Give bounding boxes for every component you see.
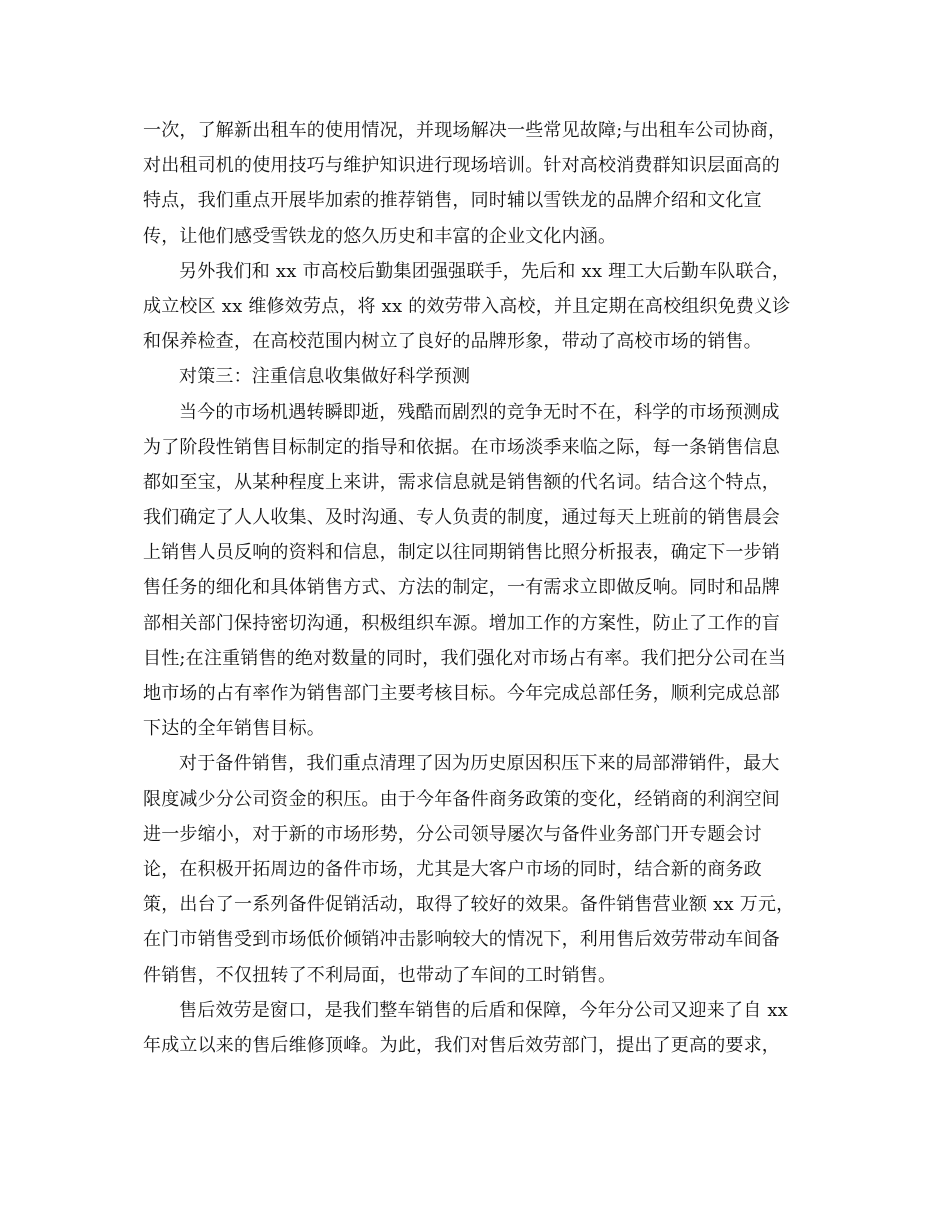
text-line: 一次，了解新出租车的使用情况，并现场解决一些常见故障;与出租车公司协商， — [143, 120, 787, 141]
text-line: 策，出台了一系列备件促销活动，取得了较好的效果。备件销售营业额 xx 万元， — [143, 894, 795, 916]
document-body — [143, 113, 808, 1063]
text-line: 上销售人员反响的资料和信息，制定以往同期销售比照分析报表，确定下一步销 — [143, 542, 780, 564]
text-line: 限度减少分公司资金的积压。由于今年备件商务政策的变化，经销商的利润空间 — [143, 788, 780, 810]
text-line: 进一步缩小，对于新的市场形势，分公司领导屡次与备件业务部门开专题会讨 — [143, 823, 762, 845]
paragraph-first-line: 另外我们和 xx 市高校后勤集团强强联手，先后和 xx 理工大后勤车队联合， — [179, 260, 791, 282]
text-line: 售任务的细化和具体销售方式、方法的制定，一有需求立即做反响。同时和品牌 — [143, 577, 780, 599]
paragraph-first-line: 对于备件销售，我们重点清理了因为历史原因积压下来的局部滞销件，最大 — [179, 753, 780, 775]
text-line: 部相关部门保持密切沟通，积极组织车源。增加工作的方案性，防止了工作的盲 — [143, 612, 780, 634]
text-line: 和保养检查，在高校范围内树立了良好的品牌形象，带动了高校市场的销售。 — [143, 331, 762, 353]
text-line: 都如至宝，从某种程度上来讲，需求信息就是销售额的代名词。结合这个特点， — [143, 471, 780, 493]
text-line: 特点，我们重点开展毕加索的推荐销售，同时辅以雪铁龙的品牌介绍和文化宣 — [143, 190, 762, 212]
text-line: 在门市销售受到市场低价倾销冲击影响较大的情况下，利用售后效劳带动车间备 — [143, 929, 780, 951]
text-line: 为了阶段性销售目标制定的指导和依据。在市场淡季来临之际，每一条销售信息 — [143, 436, 780, 458]
paragraph-first-line: 当今的市场机遇转瞬即逝，残酷而剧烈的竞争无时不在，科学的市场预测成 — [179, 401, 780, 423]
text-line: 件销售，不仅扭转了不利局面，也带动了车间的工时销售。 — [143, 964, 617, 986]
text-line: 我们确定了人人收集、及时沟通、专人负责的制度，通过每天上班前的销售晨会 — [143, 507, 780, 529]
text-line: 地市场的占有率作为销售部门主要考核目标。今年完成总部任务，顺利完成总部 — [143, 683, 780, 704]
text-line: 论，在积极开拓周边的备件市场，尤其是大客户市场的同时，结合新的商务政 — [143, 858, 762, 880]
text-line: 目性;在注重销售的绝对数量的同时，我们强化对市场占有率。我们把分公司在当 — [143, 647, 787, 669]
text-line: 对出租司机的使用技巧与维护知识进行现场培训。针对高校消费群知识层面高的 — [143, 155, 780, 177]
text-line: 年成立以来的售后维修顶峰。为此，我们对售后效劳部门，提出了更高的要求， — [143, 1034, 780, 1056]
text-line: 成立校区 xx 维修效劳点，将 xx 的效劳带入高校，并且定期在高校组织免费义诊 — [143, 295, 791, 317]
paragraph-first-line: 对策三：注重信息收集做好科学预测 — [179, 366, 471, 388]
paragraph-first-line: 售后效劳是窗口，是我们整车销售的后盾和保障，今年分公司又迎来了自 xx — [179, 999, 789, 1021]
text-line: 传，让他们感受雪铁龙的悠久历史和丰富的企业文化内涵。 — [143, 225, 617, 247]
text-line: 下达的全年销售目标。 — [143, 718, 325, 740]
